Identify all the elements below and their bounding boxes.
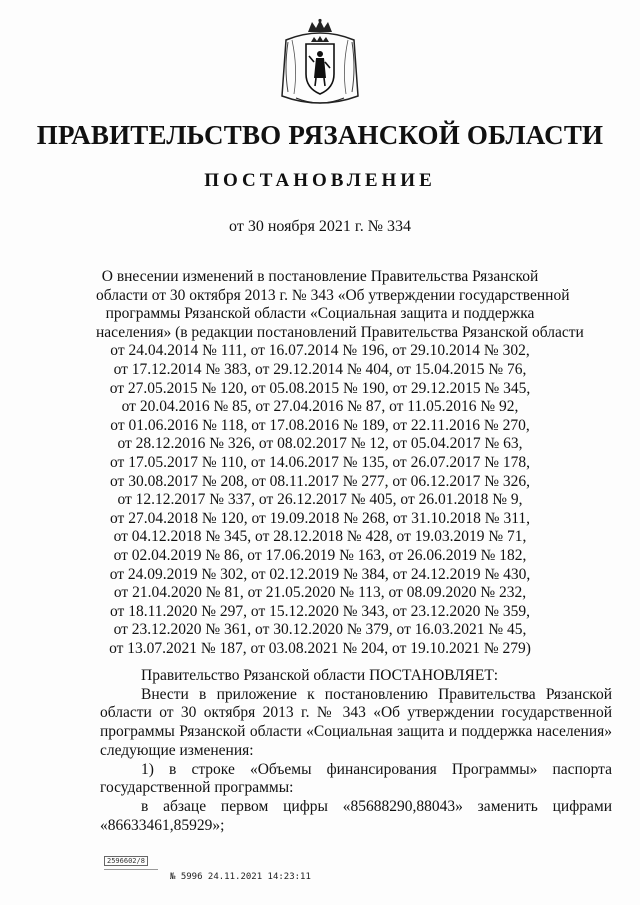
- title-line: от 04.12.2018 № 345, от 28.12.2018 № 428, от 19.03.2019 № 71,: [113, 528, 527, 546]
- title-line: от 20.04.2016 № 85, от 27.04.2016 № 87, от 11.05.2016 № 92,: [121, 398, 519, 416]
- title-line: от 18.11.2020 № 297, от 15.12.2020 № 343, от 23.12.2020 № 359,: [110, 602, 530, 620]
- title-line: от 28.12.2016 № 326, от 08.02.2017 № 12, от 05.04.2017 № 63,: [117, 435, 523, 453]
- title-line: О внесении изменений в постановление Правительства Рязанской: [101, 268, 539, 285]
- title-line: населения» (в редакции постановлений Правительства Рязанской области: [96, 323, 584, 341]
- organization-title: ПРАВИТЕЛЬСТВО РЯЗАНСКОЙ ОБЛАСТИ: [36, 120, 604, 150]
- stamp-underline: [104, 869, 158, 874]
- title-line: от 24.09.2019 № 302, от 02.12.2019 № 384, от 24.12.2019 № 430,: [109, 565, 531, 583]
- document-subject-title: [96, 268, 584, 658]
- document-date-number: от 30 ноября 2021 г. № 334: [229, 218, 411, 235]
- paragraph: Внести в приложение к постановлению Правительства Рязанской области от 30 октября 2013 г. № 343 «Об утверждении государственной программы Рязанской области «Социальная защита и поддержка населения» следующие изменения:: [100, 685, 612, 759]
- decree-statement: Правительство Рязанской области ПОСТАНОВЛЯЕТ:: [141, 667, 499, 684]
- paragraph: 1) в строке «Объемы финансирования Программы» паспорта государственной программы:: [100, 760, 612, 797]
- title-line: от 30.08.2017 № 208, от 08.11.2017 № 277, от 06.12.2017 № 326,: [110, 472, 530, 490]
- title-line: от 23.12.2020 № 361, от 30.12.2020 № 379, от 16.03.2021 № 45,: [113, 621, 527, 639]
- title-line: от 17.12.2014 № 383, от 29.12.2014 № 404, от 15.04.2015 № 76,: [113, 360, 527, 378]
- title-line: от 27.04.2018 № 120, от 19.09.2018 № 268, от 31.10.2018 № 311,: [110, 509, 530, 527]
- title-line: от 17.05.2017 № 110, от 14.06.2017 № 135, от 26.07.2017 № 178,: [110, 453, 530, 471]
- document-body: [100, 667, 612, 835]
- title-line: от 13.07.2021 № 187, от 03.08.2021 № 204, от 19.10.2021 № 279): [109, 639, 531, 657]
- title-line: от 12.12.2017 № 337, от 26.12.2017 № 405, от 26.01.2018 № 9,: [117, 491, 523, 509]
- title-line: от 27.05.2015 № 120, от 05.08.2015 № 190, от 29.12.2015 № 345,: [109, 379, 531, 397]
- registration-line: № 5996 24.11.2021 14:23:11: [170, 872, 311, 882]
- title-line: от 01.06.2016 № 118, от 17.08.2016 № 189, от 22.11.2016 № 270,: [110, 416, 530, 434]
- document-type: ПОСТАНОВЛЕНИЕ: [204, 170, 436, 191]
- title-line: области от 30 октября 2013 г. № 343 «Об утверждении государственной: [96, 286, 570, 304]
- title-line: программы Рязанской области «Социальная защита и поддержка: [105, 305, 535, 323]
- title-line: от 02.04.2019 № 86, от 17.06.2019 № 163, от 26.06.2019 № 182,: [113, 546, 527, 564]
- title-line: от 24.04.2014 № 111, от 16.07.2014 № 196, от 29.10.2014 № 302,: [110, 342, 530, 360]
- title-line: от 21.04.2020 № 81, от 21.05.2020 № 113, от 08.09.2020 № 232,: [113, 584, 527, 602]
- paragraph: в абзаце первом цифры «85688290,88043» заменить цифрами «86633461,85929»;: [100, 797, 612, 834]
- registration-stamp: 2596602/8: [104, 856, 148, 866]
- coat-of-arms-emblem: [278, 18, 362, 110]
